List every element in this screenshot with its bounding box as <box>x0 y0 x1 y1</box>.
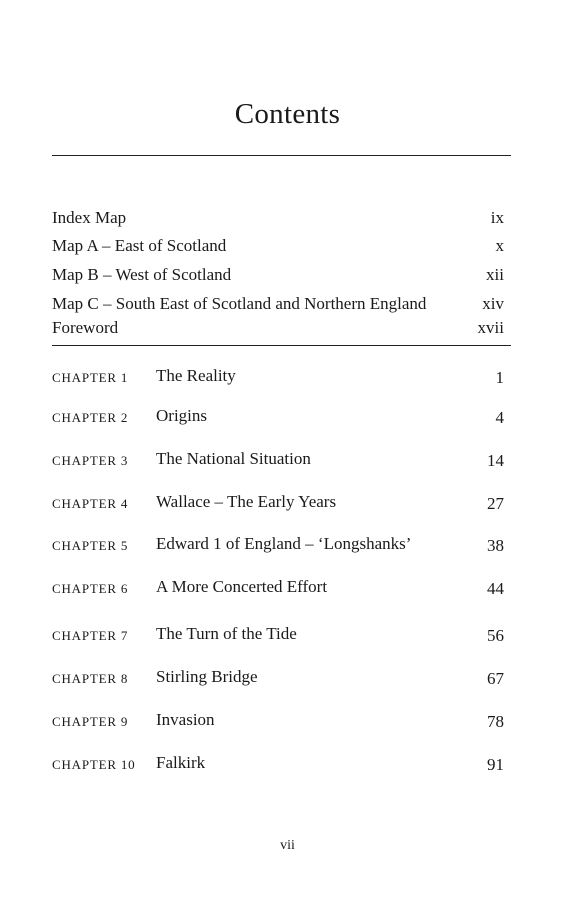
chapter-title: A More Concerted Effort <box>156 577 328 596</box>
entry-page-number: x <box>495 236 504 255</box>
entry-page-number: xvii <box>477 318 504 337</box>
chapter-title: Invasion <box>156 710 215 729</box>
chapter-title: Edward 1 of England – ‘Longshanks’ <box>156 534 412 553</box>
chapter-title: Origins <box>156 406 207 425</box>
chapter-label: CHAPTER 7 <box>52 628 129 643</box>
chapter-entry-7 <box>52 622 504 646</box>
chapter-label: CHAPTER 5 <box>52 538 129 553</box>
entry-page-number: ix <box>490 208 504 227</box>
chapter-page-number: 14 <box>487 451 504 470</box>
chapter-title: Wallace – The Early Years <box>156 492 337 511</box>
chapter-entry-3 <box>52 447 504 471</box>
chapter-page-number: 56 <box>487 626 504 645</box>
chapter-entry-6 <box>52 575 504 599</box>
chapter-label: CHAPTER 3 <box>52 453 129 468</box>
entry-title: Map C – South East of Scotland and Northern England <box>52 294 427 313</box>
chapter-label: CHAPTER 2 <box>52 410 129 425</box>
page-folio: vii <box>280 838 295 853</box>
chapter-page-number: 1 <box>495 368 504 387</box>
chapter-page-number: 38 <box>487 536 504 555</box>
entry-title: Map B – West of Scotland <box>52 265 232 284</box>
entry-title: Map A – East of Scotland <box>52 236 227 255</box>
chapter-page-number: 67 <box>487 669 504 688</box>
chapter-entry-4 <box>52 490 504 514</box>
chapter-page-number: 91 <box>487 755 504 774</box>
chapter-label: CHAPTER 8 <box>52 671 129 686</box>
chapter-label: CHAPTER 10 <box>52 757 136 772</box>
entry-page-number: xiv <box>482 294 504 313</box>
chapter-entry-1 <box>52 364 504 388</box>
chapter-entry-9 <box>52 708 504 732</box>
page-title: Contents <box>234 98 341 130</box>
chapter-title: The Turn of the Tide <box>156 624 297 643</box>
chapter-title: Stirling Bridge <box>156 667 258 686</box>
chapters-divider <box>52 345 511 346</box>
chapter-label: CHAPTER 1 <box>52 370 129 385</box>
chapter-title: The Reality <box>156 366 236 385</box>
chapter-page-number: 44 <box>487 579 504 598</box>
chapter-entry-2 <box>52 404 504 428</box>
chapter-page-number: 4 <box>495 408 504 427</box>
chapter-entry-8 <box>52 665 504 689</box>
top-divider <box>52 155 511 156</box>
chapter-title: The National Situation <box>156 449 311 468</box>
chapter-label: CHAPTER 6 <box>52 581 129 596</box>
chapter-page-number: 78 <box>487 712 504 731</box>
entry-title: Index Map <box>52 208 127 227</box>
chapter-label: CHAPTER 9 <box>52 714 129 729</box>
chapter-label: CHAPTER 4 <box>52 496 129 511</box>
chapter-page-number: 27 <box>487 494 504 513</box>
entry-page-number: xii <box>486 265 504 284</box>
entry-title: Foreword <box>52 318 119 337</box>
chapter-entry-10 <box>52 751 504 775</box>
chapter-title: Falkirk <box>156 753 206 772</box>
chapter-entry-5 <box>52 532 504 556</box>
